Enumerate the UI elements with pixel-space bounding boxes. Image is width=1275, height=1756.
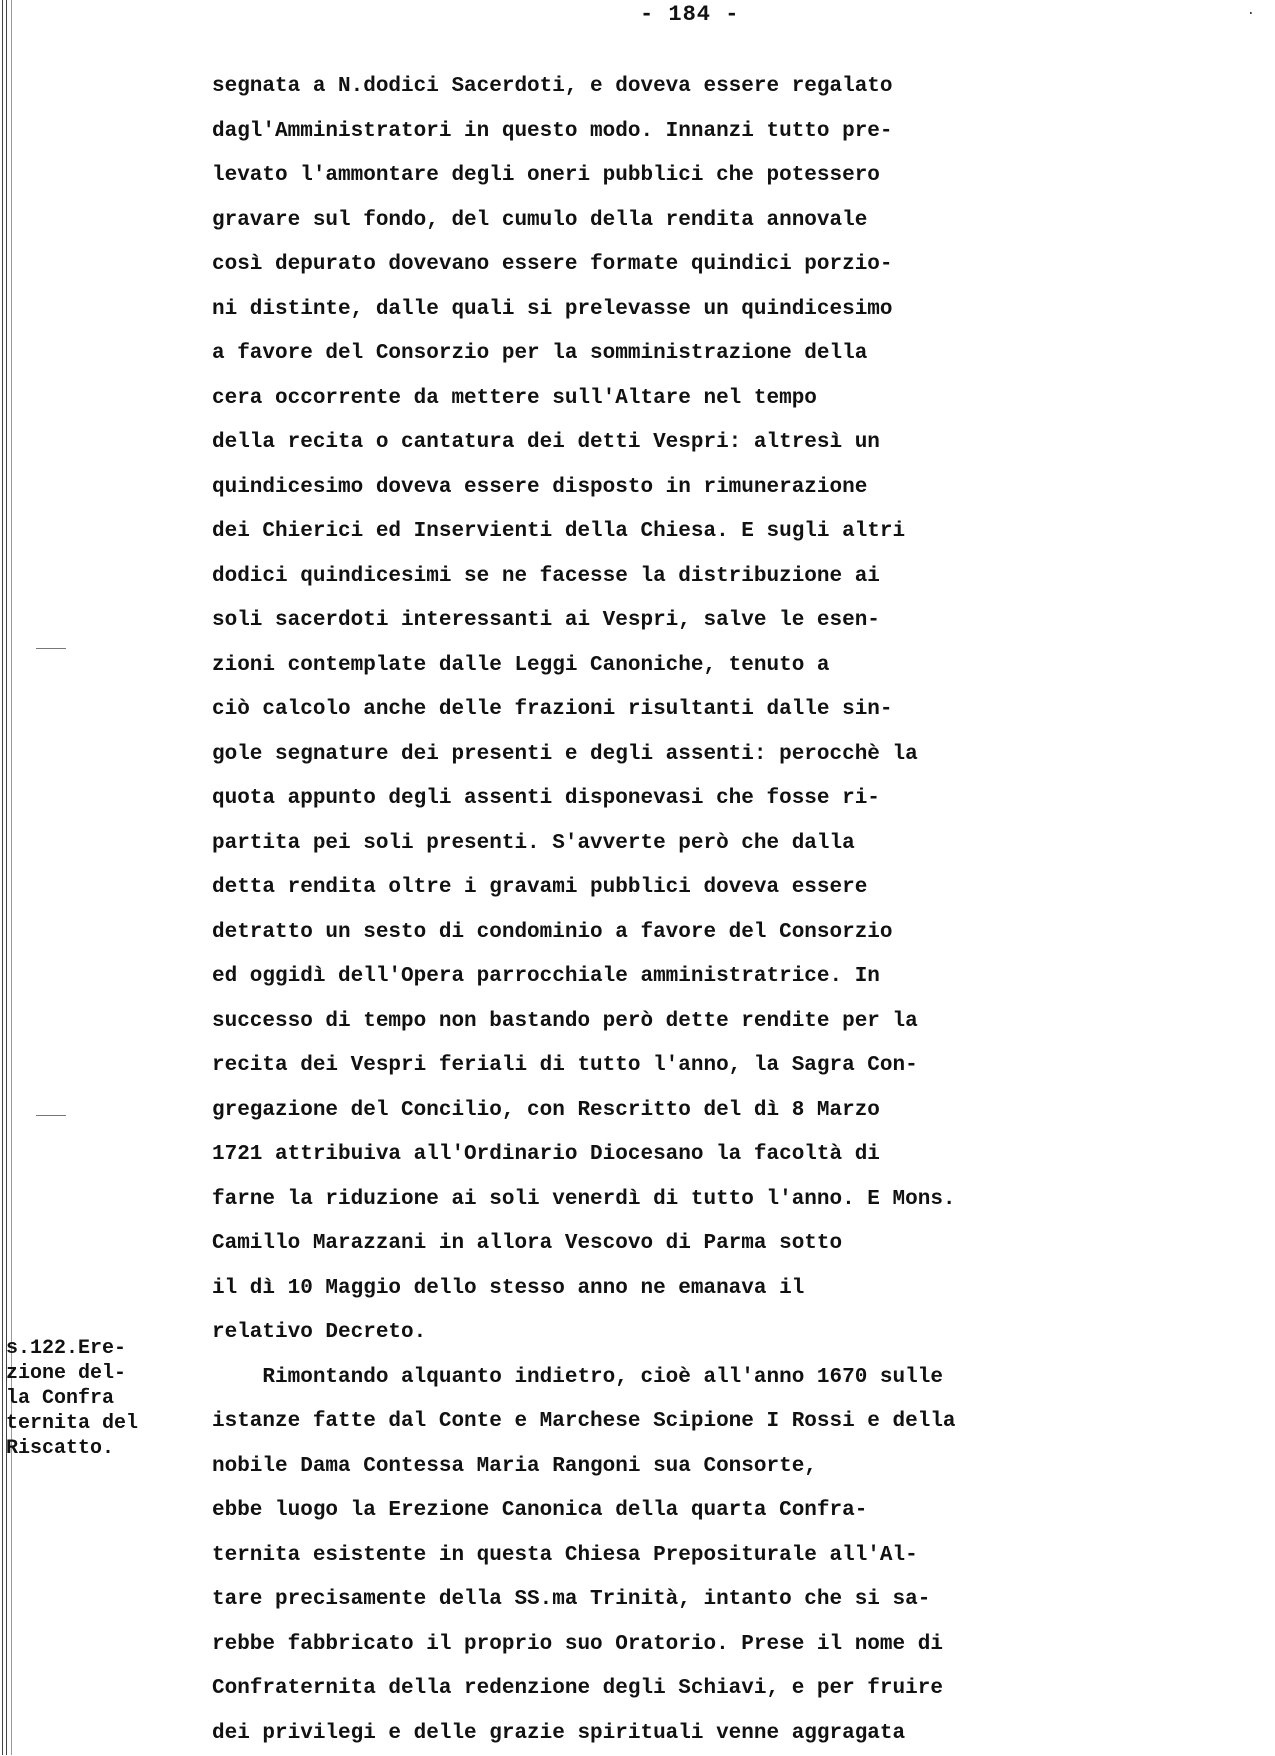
text-line: quindicesimo doveva essere disposto in rimunerazione xyxy=(212,466,1152,511)
text-line: istanze fatte dal Conte e Marchese Scipione I Rossi e della xyxy=(212,1400,1152,1445)
text-line: cera occorrente da mettere sull'Altare nel tempo xyxy=(212,377,1152,422)
text-line: soli sacerdoti interessanti ai Vespri, salve le esen- xyxy=(212,599,1152,644)
text-line: gravare sul fondo, del cumulo della rendita annovale xyxy=(212,199,1152,244)
margin-note-line: zione del- xyxy=(6,1361,138,1386)
text-line: tare precisamente della SS.ma Trinità, intanto che si sa- xyxy=(212,1578,1152,1623)
page-edge-line xyxy=(2,0,3,1755)
text-line: partita pei soli presenti. S'avverte però che dalla xyxy=(212,822,1152,867)
text-line: recita dei Vespri feriali di tutto l'anno, la Sagra Con- xyxy=(212,1044,1152,1089)
margin-note xyxy=(6,1336,138,1461)
page-edge-line xyxy=(11,0,12,1755)
margin-note-line: s.122.Ere- xyxy=(6,1336,138,1361)
text-line: gregazione del Concilio, con Rescritto del dì 8 Marzo xyxy=(212,1089,1152,1134)
text-line: rebbe fabbricato il proprio suo Oratorio. Prese il nome di xyxy=(212,1623,1152,1668)
text-line: il dì 10 Maggio dello stesso anno ne emanava il xyxy=(212,1267,1152,1312)
text-line: farne la riduzione ai soli venerdì di tutto l'anno. E Mons. xyxy=(212,1178,1152,1223)
text-line: ni distinte, dalle quali si prelevasse un quindicesimo xyxy=(212,288,1152,333)
text-line: ebbe luogo la Erezione Canonica della quarta Confra- xyxy=(212,1489,1152,1534)
text-line: ciò calcolo anche delle frazioni risultanti dalle sin- xyxy=(212,688,1152,733)
text-line: ed oggidì dell'Opera parrocchiale amministratrice. In xyxy=(212,955,1152,1000)
text-line: Rimontando alquanto indietro, cioè all'anno 1670 sulle xyxy=(212,1356,1152,1401)
text-line: dagl'Amministratori in questo modo. Innanzi tutto pre- xyxy=(212,110,1152,155)
text-line: successo di tempo non bastando però dette rendite per la xyxy=(212,1000,1152,1045)
text-line: Camillo Marazzani in allora Vescovo di Parma sotto xyxy=(212,1222,1152,1267)
page-number: - 184 - xyxy=(640,2,739,27)
text-line: dei Chierici ed Inservienti della Chiesa. E sugli altri xyxy=(212,510,1152,555)
text-line: dei privilegi e delle grazie spirituali venne aggragata xyxy=(212,1712,1152,1756)
text-line: dodici quindicesimi se ne facesse la distribuzione ai xyxy=(212,555,1152,600)
text-line: della recita o cantatura dei detti Vespri: altresì un xyxy=(212,421,1152,466)
text-line: 1721 attribuiva all'Ordinario Diocesano la facoltà di xyxy=(212,1133,1152,1178)
text-line: Confraternita della redenzione degli Schiavi, e per fruire xyxy=(212,1667,1152,1712)
text-line: detratto un sesto di condominio a favore del Consorzio xyxy=(212,911,1152,956)
text-line: zioni contemplate dalle Leggi Canoniche, tenuto a xyxy=(212,644,1152,689)
text-line: a favore del Consorzio per la somministrazione della xyxy=(212,332,1152,377)
margin-tick-mark xyxy=(36,648,66,649)
text-line: nobile Dama Contessa Maria Rangoni sua Consorte, xyxy=(212,1445,1152,1490)
text-line: gole segnature dei presenti e degli assenti: perocchè la xyxy=(212,733,1152,778)
text-line: così depurato dovevano essere formate quindici porzio- xyxy=(212,243,1152,288)
margin-note-line: ternita del xyxy=(6,1411,138,1436)
margin-tick-mark xyxy=(36,1115,66,1116)
body-text xyxy=(212,65,1152,1756)
text-line: relativo Decreto. xyxy=(212,1311,1152,1356)
corner-mark: · xyxy=(1247,6,1255,22)
text-line: quota appunto degli assenti disponevasi che fosse ri- xyxy=(212,777,1152,822)
text-line: levato l'ammontare degli oneri pubblici che potessero xyxy=(212,154,1152,199)
margin-note-line: Riscatto. xyxy=(6,1436,138,1461)
text-line: segnata a N.dodici Sacerdoti, e doveva essere regalato xyxy=(212,65,1152,110)
text-line: ternita esistente in questa Chiesa Prepositurale all'Al- xyxy=(212,1534,1152,1579)
text-line: detta rendita oltre i gravami pubblici doveva essere xyxy=(212,866,1152,911)
page-edge-line xyxy=(6,0,7,1755)
margin-note-line: la Confra xyxy=(6,1386,138,1411)
